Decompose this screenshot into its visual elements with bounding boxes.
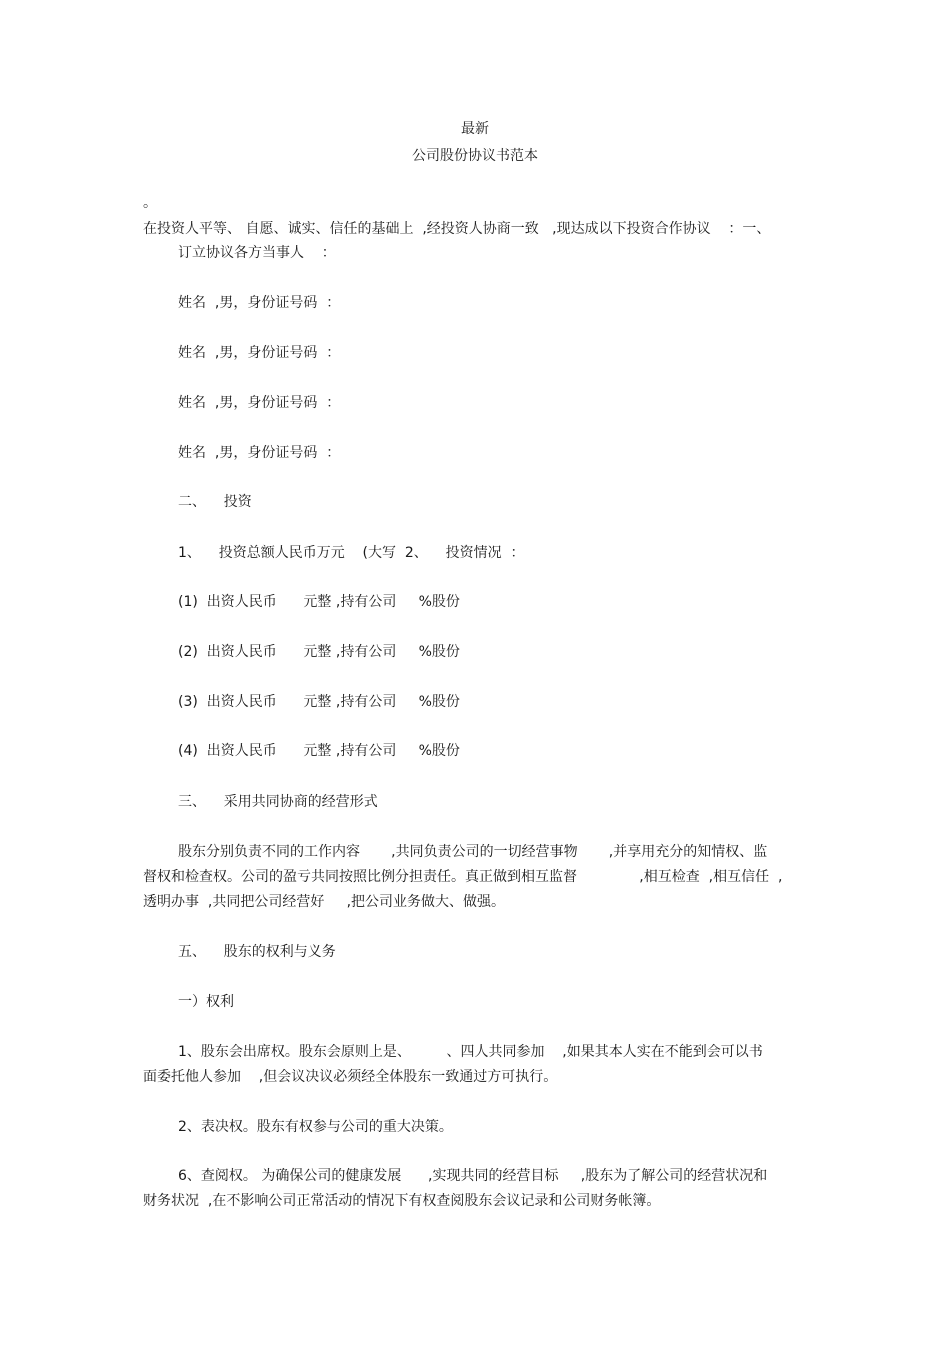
right-1-line-2: 面委托他人参加 ,但会议决议必须经全体股东一致通过方可执行。 [143,1069,558,1085]
rights-heading: 一）权利 [178,994,234,1010]
right-6-line-2: 财务状况 ,在不影响公司正常活动的情况下有权查阅股东会议记录和公司财务帐簿。 [143,1193,661,1209]
contribution-line: (3) 出资人民币 元整 ,持有公司 %股份 [178,694,460,710]
party-line: 姓名 ,男，身份证号码 ： [178,345,341,361]
section-2-heading: 二、 投资 [178,494,252,510]
title-line-2: 公司股份协议书范本 [412,148,538,164]
party-line: 姓名 ,男，身份证号码 ： [178,295,341,311]
investment-line: 1、 投资总额人民币万元 (大写 2、 投资情况 ： [178,545,525,561]
contribution-line: (2) 出资人民币 元整 ,持有公司 %股份 [178,644,460,660]
right-1-line-1: 1、股东会出席权。股东会原则上是、 、四人共同参加 ,如果其本人实在不能到会可以书 [178,1044,763,1060]
section-3-paragraph-line-2: 督权和检查权。公司的盈亏共同按照比例分担责任。真正做到相互监督 ,相互检查 ,相互信任 , [143,869,783,885]
right-6-line-1: 6、查阅权。 为确保公司的健康发展 ,实现共同的经营目标 ,股东为了解公司的经营状况和 [178,1168,768,1184]
intro-line-2: 订立协议各方当事人 ： [178,245,336,261]
contribution-line: (1) 出资人民币 元整 ,持有公司 %股份 [178,594,460,610]
section-3-heading: 三、 采用共同协商的经营形式 [178,794,378,810]
stray-period: 。 [143,195,157,211]
title-line-1: 最新 [461,121,489,137]
section-3-paragraph-line-3: 透明办事 ,共同把公司经营好 ,把公司业务做大、做强。 [143,894,506,910]
right-2-line: 2、表决权。股东有权参与公司的重大决策。 [178,1119,453,1135]
section-5-heading: 五、 股东的权利与义务 [178,944,336,960]
party-line: 姓名 ,男，身份证号码 ： [178,395,341,411]
contribution-line: (4) 出资人民币 元整 ,持有公司 %股份 [178,743,460,759]
section-3-paragraph-line-1: 股东分别负责不同的工作内容 ,共同负责公司的一切经营事物 ,并享用充分的知情权、监 [178,844,768,860]
party-line: 姓名 ,男，身份证号码 ： [178,445,341,461]
intro-line-1: 在投资人平等、 自愿、诚实、信任的基础上 ,经投资人协商一致 ,现达成以下投资合作协议 ：一、 [143,221,771,237]
